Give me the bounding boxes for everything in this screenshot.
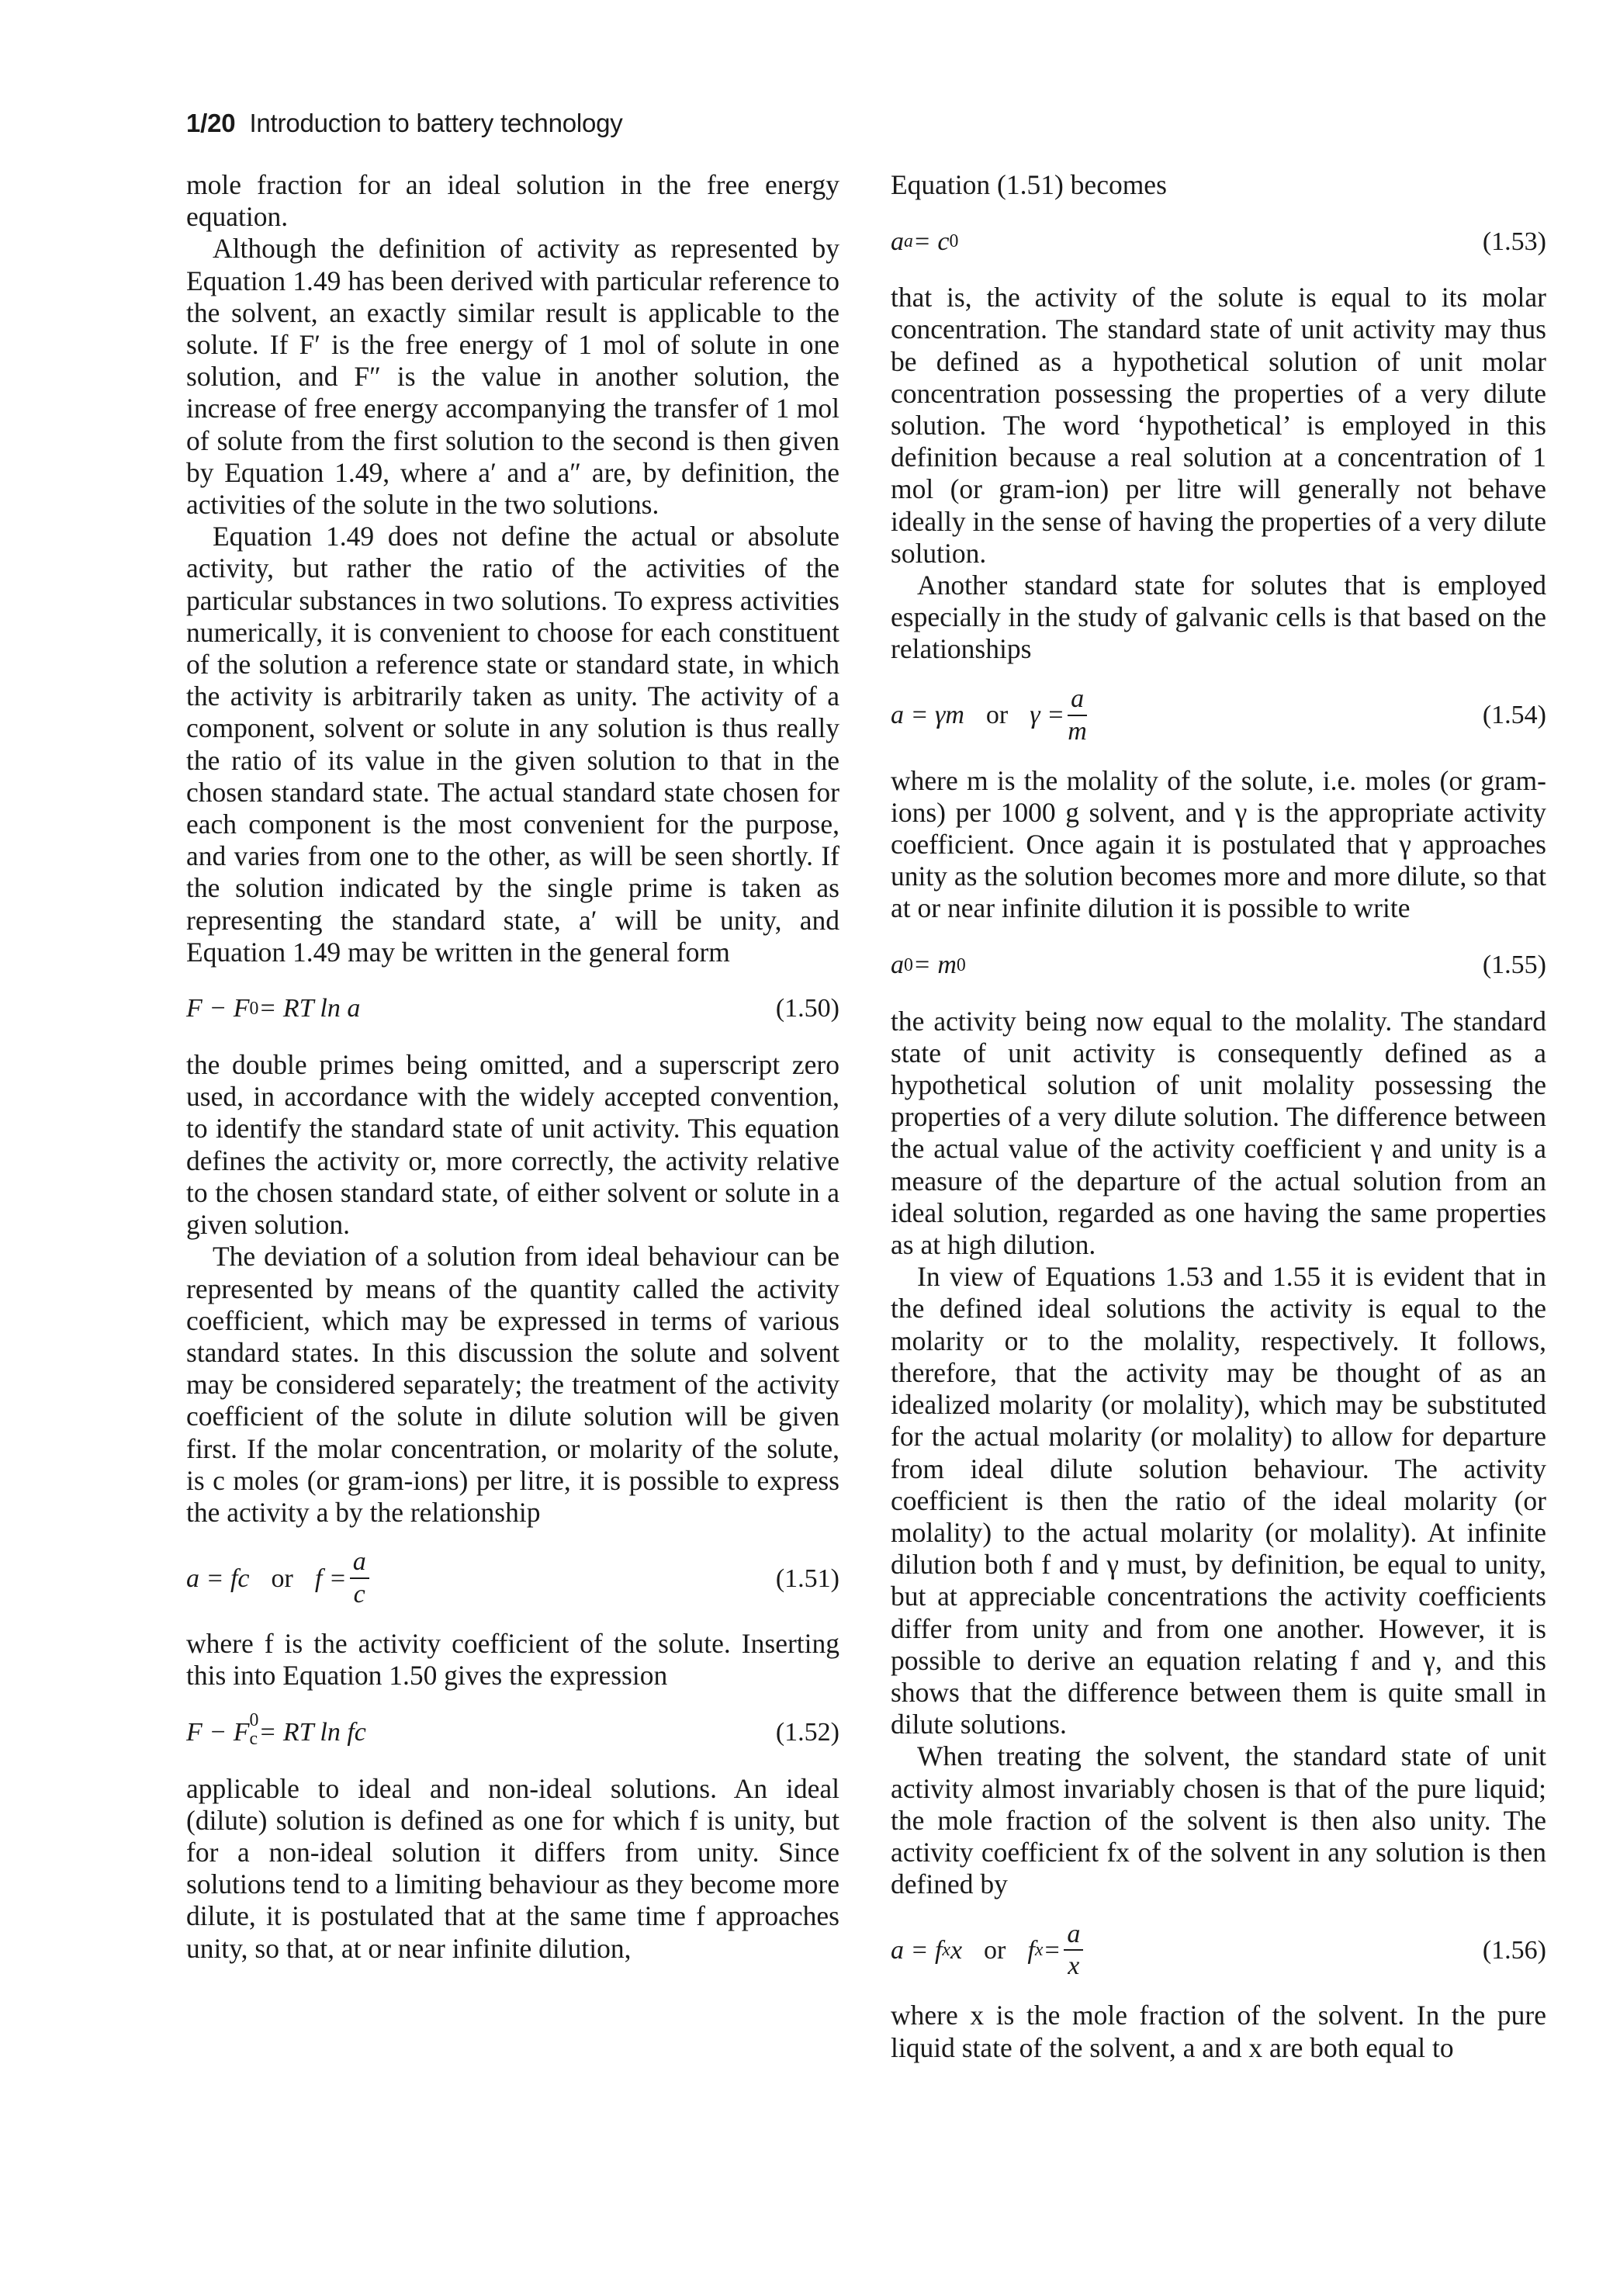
paragraph: Although the definition of activity as represented by Equation 1.49 has been derived with particular reference to the solvent, an exactly similar result is applicable to the solute. If F′ is the free energy of 1 mol of solute in one solution, and F″ is the value in another solution, the increase of free energy accompanying the transfer of 1 mol of solute from the first solution to the second is then given by Equation 1.49, where a′ and a″ are, by definition, the activities of the solute in the two solutions.: [186, 233, 839, 521]
paragraph: applicable to ideal and non-ideal solutions. An ideal (dilute) solution is defined as one for which f is unity, but for a non-ideal solution it differs from unity. Since solutions tend to a limiting behaviour as they become more dilute, it is postulated that at the same time f approaches unity, so that, at or near infinite dilution,: [186, 1772, 839, 1964]
equation-number: (1.56): [1482, 1935, 1546, 1965]
equation-1-55: a 0 = m 0 (1.55): [891, 940, 1546, 990]
equation-1-54: a = γm or γ = $\frac{a}{m}$ (1.54): [891, 684, 1546, 746]
equation-1-50: F − F 0 = RT ln a (1.50): [186, 984, 839, 1034]
paragraph: where x is the mole fraction of the solvent. In the pure liquid state of the solvent, a and x are both equal to: [891, 2000, 1546, 2063]
page-number: 1/20: [186, 109, 236, 137]
paragraph: Equation 1.49 does not define the actual or absolute activity, but rather the ratio of the activities of the particular substances in two solutions. To express activities numerically, it is convenient to choose for each constituent of the solution a reference state or standard state, in which the activity is arbitrarily taken as unity. The activity of a component, solvent or solute in any solution is thus really the ratio of its value in the given solution to that in the chosen standard state. The actual standard state chosen for each component is the most convenient for the purpose, and varies from one to the other, as will be seen shortly. If the solution indicated by the single prime is taken as representing the standard state, a′ will be unity, and Equation 1.49 may be written in the general form: [186, 521, 839, 968]
paragraph: the double primes being omitted, and a superscript zero used, in accordance with the widely accepted convention, to identify the standard state of unit activity. This equation defines the activity or, more correctly, the activity relative to the chosen standard state, of either solvent or solute in a given solution.: [186, 1049, 839, 1241]
equation-1-56: a = f x x or f x = $\frac{a}{x}$ (1.56): [891, 1919, 1546, 1981]
paragraph: The deviation of a solution from ideal behaviour can be represented by means of the quantity called the activity coefficient, which may be expressed in terms of various standard states. In this discussion the solute and solvent may be considered separately; the treatment of the activity coefficient of the solute in dilute solution will be given first. If the molar concentration, or molarity of the solute, is c moles (or gram-ions) per litre, it is possible to express the activity a by the relationship: [186, 1241, 839, 1528]
equation-number: (1.55): [1482, 951, 1546, 980]
paragraph: where f is the activity coefficient of the solute. Inserting this into Equation 1.50 gives the expression: [186, 1628, 839, 1692]
paragraph: the activity being now equal to the molality. The standard state of unit activity is consequently defined as a hypothetical solution of unit molality possessing the properties of a very dilute solution. The difference between the actual value of the activity coefficient γ and unity is a measure of the departure of the actual solution from an ideal solution, regarded as one having the same properties as at high dilution.: [891, 1005, 1546, 1261]
paragraph: In view of Equations 1.53 and 1.55 it is evident that in the defined ideal solutions the activity is equal to the molarity or to the molality, respectively. It follows, therefore, that the activity may be thought of as an idealized molarity (or molality), which may be substituted for the actual molarity (or molality) to allow for departure from ideal dilute solution behaviour. The activity coefficient is then the ratio of the ideal molarity (or molality) to the actual molarity (or molality). At infinite dilution both f and γ must, by definition, be equal to unity, but at appreciable concentrations the activity coefficients differ from unity and from one another. However, it is possible to derive an equation relating f and γ, and this shows that the difference between them is quite small in dilute solutions.: [891, 1261, 1546, 1740]
equation-number: (1.54): [1482, 701, 1546, 730]
left-column: [186, 169, 839, 1965]
paragraph: where m is the molality of the solute, i.e. moles (or gram-ions) per 1000 g solvent, and γ is the appropriate activity coefficient. Once again it is postulated that γ approaches unity as the solution becomes more and more dilute, so that at or near infinite dilution it is possible to write: [891, 764, 1546, 924]
right-column: [891, 169, 1546, 2064]
paragraph: Equation (1.51) becomes: [891, 169, 1167, 200]
paragraph: When treating the solvent, the standard state of unit activity almost invariably chosen is that of the pure liquid; the mole fraction of the solvent is then also unity. The activity coefficient fx of the solvent in any solution is then defined by: [891, 1740, 1546, 1900]
equation-1-52: F − F 0 c = RT ln fc (1.52): [186, 1709, 839, 1749]
paragraph: that is, the activity of the solute is equal to its molar concentration. The standard state of unit activity may thus be defined as a hypothetical solution of unit molar concentration possessing the properties of a very dilute solution. The word ‘hypothetical’ is employed in this definition because a real solution at a concentration of 1 mol (or gram-ion) per litre will generally not behave ideally in the sense of having the properties of a very dilute solution.: [891, 282, 1546, 569]
equation-1-51: a = fc or f = $\frac{a}{c}$ (1.51): [186, 1547, 839, 1609]
equation-number: (1.52): [775, 1717, 839, 1747]
equation-number: (1.50): [775, 994, 839, 1023]
equation-number: (1.51): [775, 1564, 839, 1593]
running-title: Introduction to battery technology: [249, 109, 623, 137]
paragraph: mole fraction for an ideal solution in the free energy equation.: [186, 169, 839, 233]
paragraph: Another standard state for solutes that is employed especially in the study of galvanic cells is that based on the relationships: [891, 570, 1546, 665]
running-head: [186, 109, 623, 138]
equation-1-53: a a = c 0 (1.53): [891, 216, 1546, 266]
equation-number: (1.53): [1482, 227, 1546, 256]
